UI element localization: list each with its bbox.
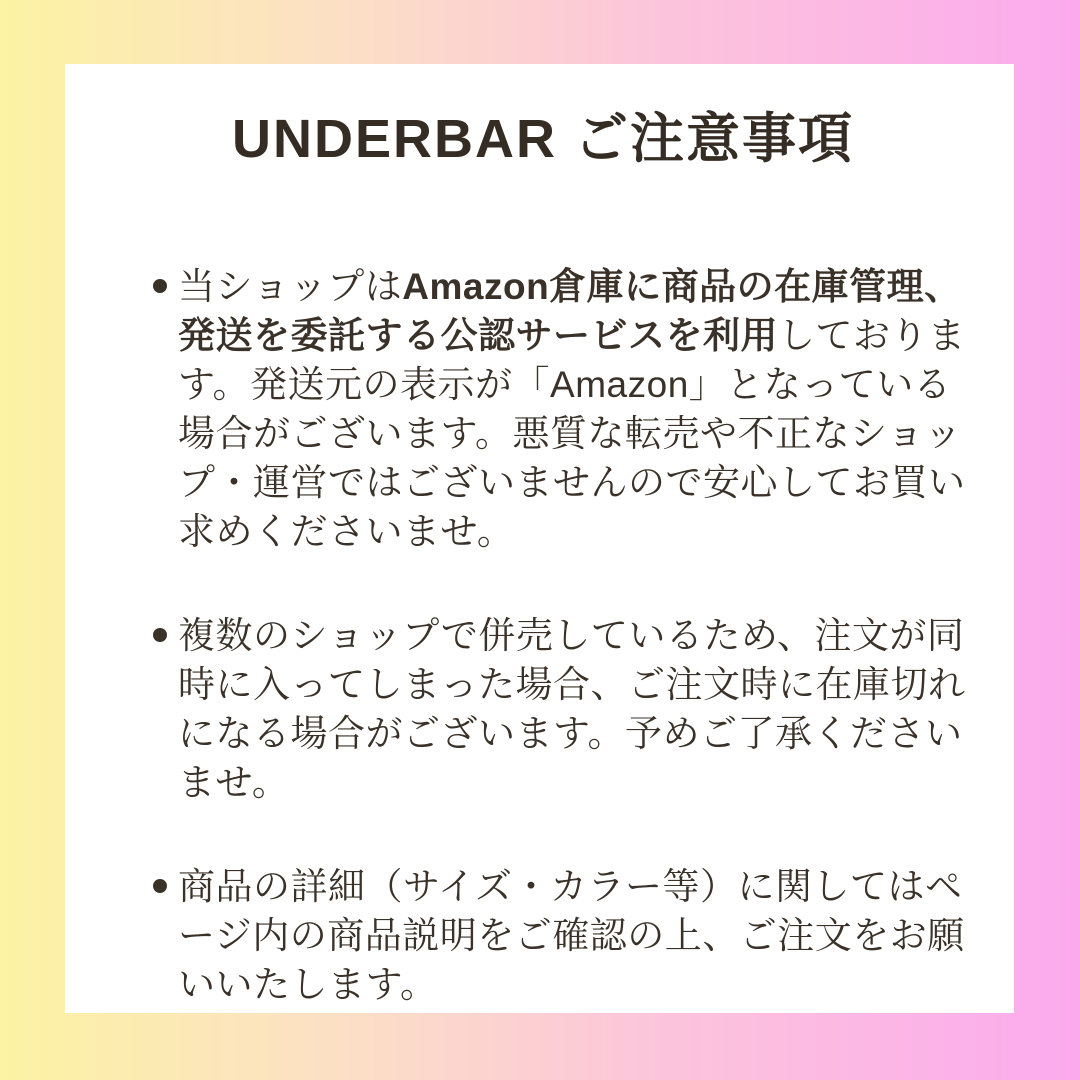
notice-item-details [155, 862, 976, 1009]
notice-text-bold: Amazon倉庫に商品の在庫管理、発送を委託する公認サービスを利用 [178, 266, 962, 356]
notice-list [110, 262, 976, 1009]
notice-card [65, 64, 1014, 1013]
notice-item-stock [155, 611, 976, 807]
notice-text [178, 266, 966, 552]
notice-item-fulfillment [155, 262, 976, 556]
page-title: UNDERBAR ご注意事項 [232, 109, 854, 169]
bullet-icon [153, 879, 167, 893]
notice-text-suffix: しております。発送元の表示が「Amazon」となっている場合がございます。悪質な転売や不正なショップ・運営ではございませんので安心してお買い求めくださいませ。 [178, 315, 966, 552]
notice-text-prefix: 当ショップは [178, 266, 403, 307]
notice-text: 複数のショップで併売しているため、注文が同時に入ってしまった場合、ご注文時に在庫切れになる場合がございます。予めご了承くださいませ。 [178, 615, 966, 803]
notice-text: 商品の詳細（サイズ・カラー等）に関してはページ内の商品説明をご確認の上、ご注文をお願いいたします。 [178, 866, 965, 1005]
bullet-icon [153, 279, 167, 293]
bullet-icon [153, 628, 167, 642]
